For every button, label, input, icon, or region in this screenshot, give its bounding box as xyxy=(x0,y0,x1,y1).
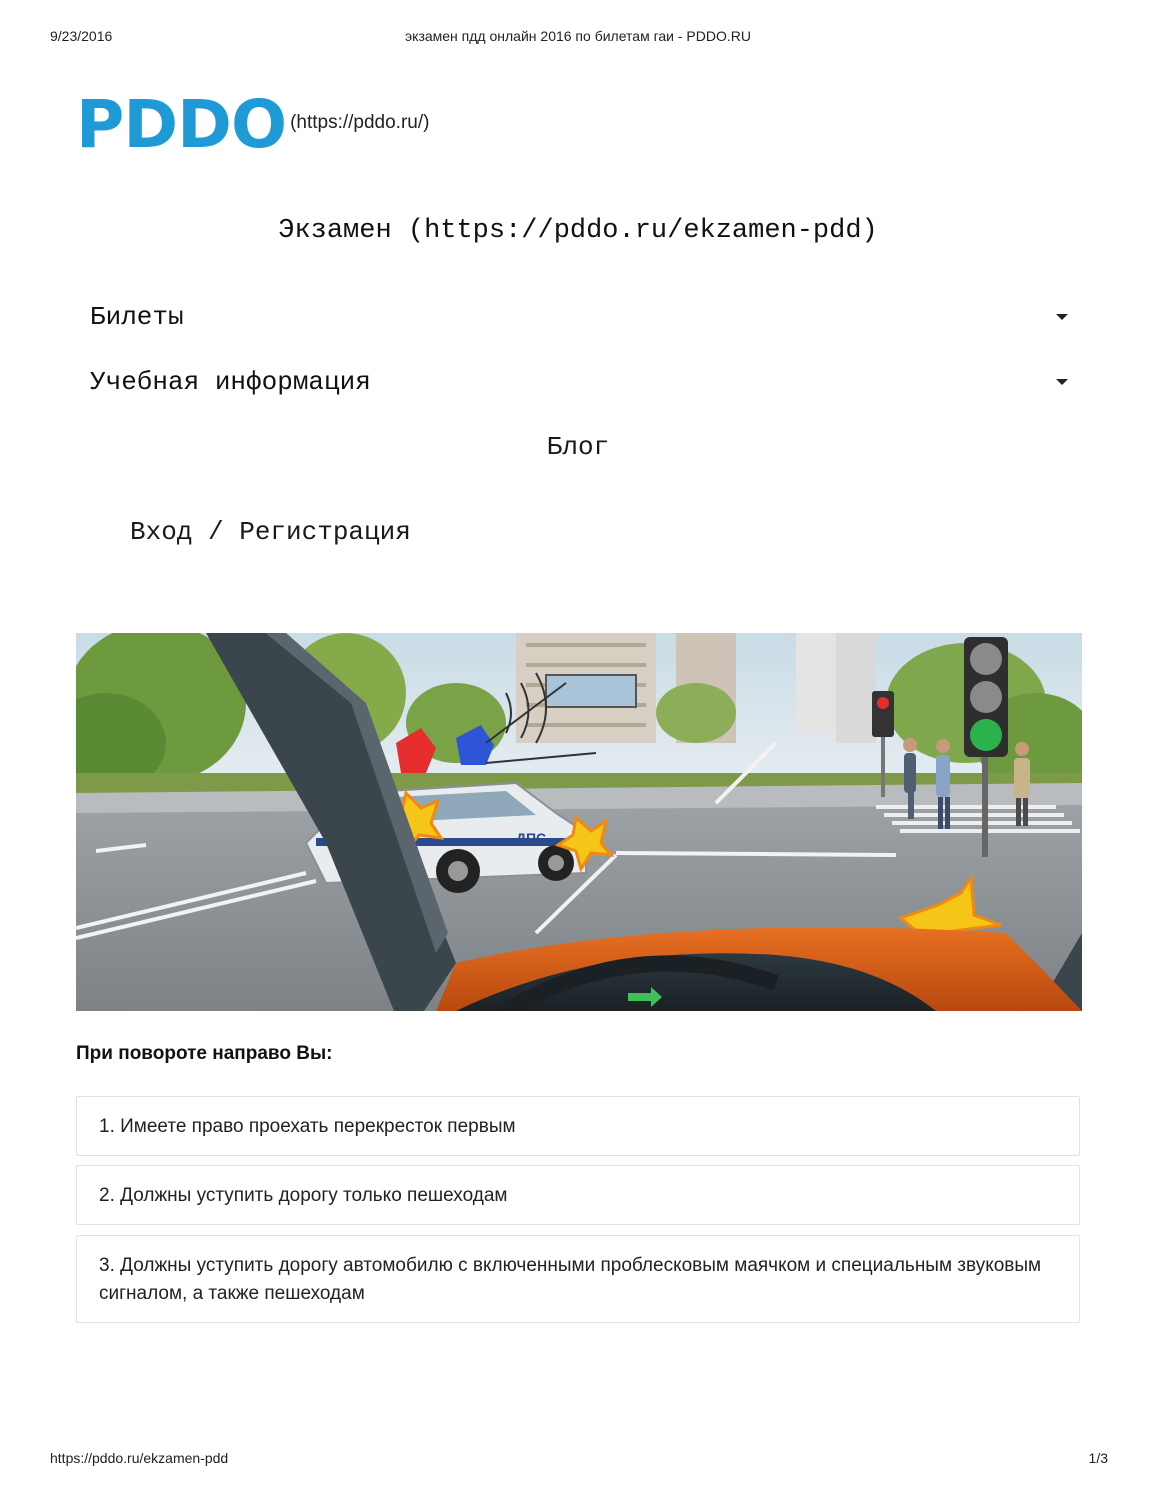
nav-tickets-label: Билеты xyxy=(90,302,184,332)
nav-dropdown-study-info[interactable] xyxy=(90,367,1080,397)
print-page-title: экзамен пдд онлайн 2016 по билетам гаи - PDDO.RU xyxy=(405,28,751,44)
answer-option-2[interactable]: 2. Должны уступить дорогу только пешеходам xyxy=(76,1165,1080,1225)
question-text: При повороте направо Вы: xyxy=(76,1043,333,1064)
building xyxy=(836,633,876,743)
logo-url-text: (https://pddo.ru/) xyxy=(290,112,430,133)
print-url: https://pddo.ru/ekzamen-pdd xyxy=(50,1450,229,1466)
pddo-logo: PDDO xyxy=(76,86,287,163)
question-illustration xyxy=(76,633,1082,1011)
nav-study-info-label: Учебная информация xyxy=(90,367,371,397)
nav-dropdown-tickets[interactable] xyxy=(90,302,1080,332)
nav-link-blog[interactable]: Блог xyxy=(546,432,610,462)
site-logo-link[interactable] xyxy=(76,86,430,163)
billboard xyxy=(546,675,636,707)
answer-option-1[interactable]: 1. Имеете право проехать перекресток первым xyxy=(76,1096,1080,1156)
nav-link-login-register[interactable]: Вход / Регистрация xyxy=(130,517,411,547)
police-car-label: ДПС xyxy=(516,830,547,846)
caret-down-icon xyxy=(1056,379,1068,385)
caret-down-icon xyxy=(1056,314,1068,320)
answer-option-3[interactable]: 3. Должны уступить дорогу автомобилю с включенными проблесковым маячком и специальным звуковым сигналом, а также пешеходам xyxy=(76,1235,1080,1323)
nav-link-exam[interactable]: Экзамен (https://pddo.ru/ekzamen-pdd) xyxy=(278,216,878,246)
print-date: 9/23/2016 xyxy=(50,28,113,44)
print-page-number: 1/3 xyxy=(1088,1450,1108,1466)
